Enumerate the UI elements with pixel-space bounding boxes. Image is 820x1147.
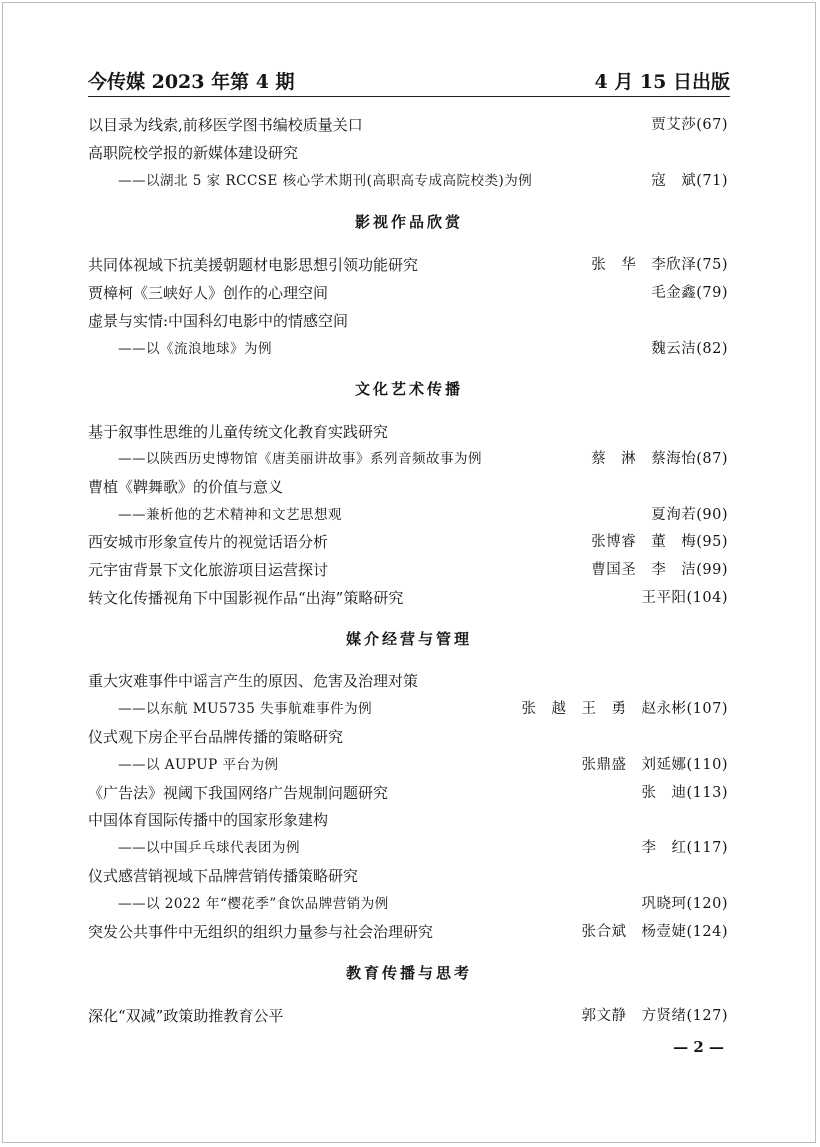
entry-subtitle: ——以东航 MU5735 失事航难事件为例	[118, 701, 373, 717]
entry-title: 虚景与实情:中国科幻电影中的情感空间	[88, 312, 349, 330]
section-heading: 文化艺术传播	[354, 380, 463, 398]
toc-entry	[88, 920, 728, 944]
toc-entry	[88, 113, 728, 137]
entry-title: 重大灾难事件中谣言产生的原因、危害及治理对策	[88, 672, 419, 690]
entry-author: 郭文静 方贤绪(127)	[581, 1008, 728, 1024]
running-header	[88, 64, 730, 97]
toc-entry	[88, 420, 728, 444]
toc-entry	[88, 309, 728, 333]
toc-entry	[88, 669, 728, 693]
toc-entry-subtitle	[88, 447, 728, 471]
entry-title: 《广告法》视阈下我国网络广告规制问题研究	[88, 784, 389, 802]
toc-entry	[88, 586, 728, 610]
toc-entry	[88, 1004, 728, 1028]
entry-author: 寇 斌(71)	[651, 173, 728, 189]
entry-author: 李 红(117)	[641, 840, 728, 856]
page-number: — 2 —	[673, 1038, 724, 1056]
entry-subtitle: ——以陕西历史博物馆《唐美丽讲故事》系列音频故事为例	[118, 451, 482, 467]
toc-entry	[88, 864, 728, 888]
entry-title: 转文化传播视角下中国影视作品“出海”策略研究	[88, 589, 404, 607]
toc-entry	[88, 558, 728, 582]
entry-subtitle: ——以《流浪地球》为例	[118, 341, 272, 357]
publication-date: 4 月 15 日出版	[594, 71, 730, 93]
toc-entry	[88, 781, 728, 805]
entry-author: 曹国圣 李 洁(99)	[591, 562, 728, 578]
entry-title: 基于叙事性思维的儿童传统文化教育实践研究	[88, 423, 389, 441]
entry-title: 仪式观下房企平台品牌传播的策略研究	[88, 728, 344, 746]
entry-author: 巩晓珂(120)	[641, 896, 728, 912]
entry-subtitle: ——以湖北 5 家 RCCSE 核心学术期刊(高职高专成高院校类)为例	[118, 173, 533, 189]
entry-title: 以目录为线索,前移医学图书编校质量关口	[88, 116, 363, 134]
entry-author: 魏云洁(82)	[651, 341, 728, 357]
entry-subtitle: ——兼析他的艺术精神和文艺思想观	[118, 507, 342, 523]
entry-subtitle: ——以 2022 年“樱花季”食饮品牌营销为例	[118, 896, 389, 912]
entry-title: 贾樟柯《三峡好人》创作的心理空间	[88, 284, 329, 302]
entry-title: 曹植《鞞舞歌》的价值与意义	[88, 478, 284, 496]
journal-issue: 今传媒 2023 年第 4 期	[88, 71, 295, 93]
entry-title: 元宇宙背景下文化旅游项目运营探讨	[88, 561, 329, 579]
entry-author: 夏洵若(90)	[651, 507, 728, 523]
entry-author: 张合斌 杨壹婕(124)	[581, 924, 728, 940]
entry-title: 中国体育国际传播中的国家形象建构	[88, 811, 329, 829]
toc-entry-subtitle	[88, 337, 728, 361]
entry-title: 突发公共事件中无组织的组织力量参与社会治理研究	[88, 923, 434, 941]
entry-title: 共同体视域下抗美援朝题材电影思想引领功能研究	[88, 256, 419, 274]
entry-author: 张博睿 董 梅(95)	[591, 534, 728, 550]
entry-author: 毛金鑫(79)	[651, 285, 728, 301]
entry-author: 张 华 李欣泽(75)	[591, 257, 728, 273]
toc-entry-subtitle	[88, 753, 728, 777]
toc-entry	[88, 253, 728, 277]
entry-title: 深化“双减”政策助推教育公平	[88, 1007, 284, 1025]
entry-subtitle: ——以中国乒乓球代表团为例	[118, 840, 300, 856]
toc-entry	[88, 725, 728, 749]
toc-entry-subtitle	[88, 836, 728, 860]
entry-author: 蔡 淋 蔡海怡(87)	[591, 451, 728, 467]
section-heading: 媒介经营与管理	[345, 630, 472, 648]
entry-author: 王平阳(104)	[641, 590, 728, 606]
section-heading: 影视作品欣赏	[354, 213, 463, 231]
entry-author: 张鼎盛 刘延娜(110)	[581, 757, 728, 773]
toc-entry-subtitle	[88, 697, 728, 721]
toc-entry	[88, 281, 728, 305]
entry-author: 张 越 王 勇 赵永彬(107)	[521, 701, 728, 717]
section-heading: 教育传播与思考	[345, 964, 472, 982]
entry-author: 张 迪(113)	[641, 785, 728, 801]
toc-entry-subtitle	[88, 503, 728, 527]
toc-entry-subtitle	[88, 169, 728, 193]
entry-title: 西安城市形象宣传片的视觉话语分析	[88, 533, 329, 551]
entry-title: 仪式感营销视域下品牌营销传播策略研究	[88, 867, 359, 885]
toc-entry	[88, 530, 728, 554]
entry-title: 高职院校学报的新媒体建设研究	[88, 144, 299, 162]
entry-subtitle: ——以 AUPUP 平台为例	[118, 757, 279, 773]
entry-author: 贾艾莎(67)	[651, 117, 728, 133]
toc-entry	[88, 141, 728, 165]
toc-entry	[88, 808, 728, 832]
toc-entry-subtitle	[88, 892, 728, 916]
toc-entry	[88, 475, 728, 499]
